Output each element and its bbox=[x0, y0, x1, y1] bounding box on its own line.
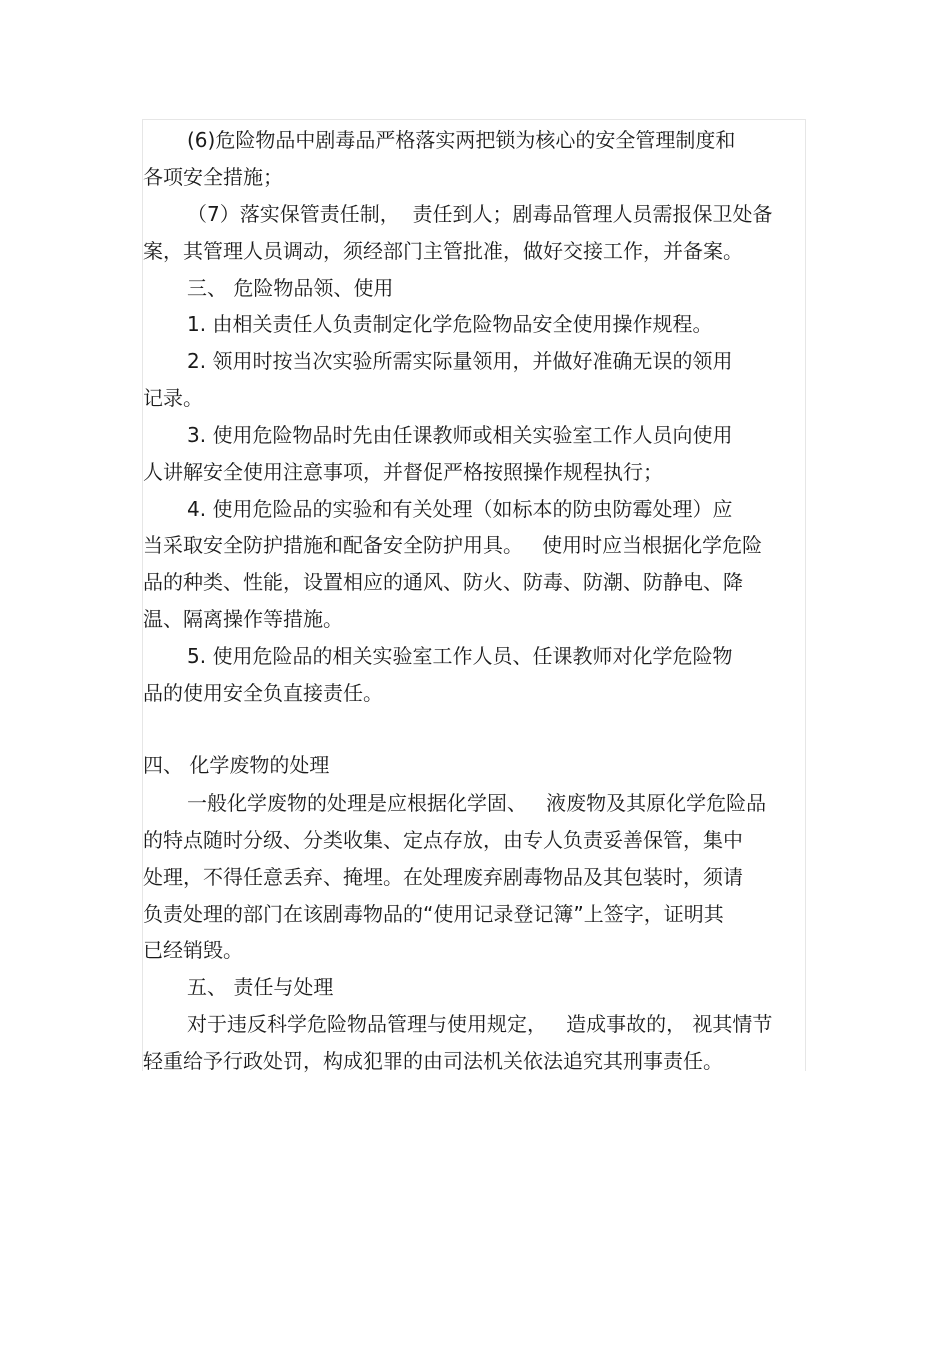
paragraph-line: 当采取安全防护措施和配备安全防护用具。 使用时应当根据化学危险 bbox=[143, 533, 763, 557]
list-item: 2. 领用时按当次实验所需实际量领用，并做好准确无误的领用 bbox=[187, 349, 733, 373]
list-item: 4. 使用危险品的实验和有关处理（如标本的防虫防霉处理）应 bbox=[187, 497, 733, 521]
list-item: 5. 使用危险品的相关实验室工作人员、任课教师对化学危险物 bbox=[187, 644, 733, 668]
section-heading: 五、 责任与处理 bbox=[187, 975, 334, 999]
paragraph-line: 处理，不得任意丢弃、掩埋。在处理废弃剧毒物品及其包装时，须请 bbox=[143, 865, 743, 889]
paragraph-line: 品的种类、性能，设置相应的通风、防火、防毒、防潮、防静电、降 bbox=[143, 570, 743, 594]
paragraph-line: 已经销毁。 bbox=[143, 938, 243, 962]
paragraph-line: 温、隔离操作等措施。 bbox=[143, 607, 343, 631]
paragraph-line: 的特点随时分级、分类收集、定点存放，由专人负责妥善保管，集中 bbox=[143, 828, 743, 852]
paragraph-line: 对于违反科学危险物品管理与使用规定， 造成事故的， 视其情节 bbox=[187, 1012, 773, 1036]
paragraph-line: 记录。 bbox=[143, 386, 203, 410]
paragraph-line: (6)危险物品中剧毒品严格落实两把锁为核心的安全管理制度和 bbox=[187, 128, 736, 152]
paragraph-line: 一般化学废物的处理是应根据化学固、 液废物及其原化学危险品 bbox=[187, 791, 767, 815]
list-item: 1. 由相关责任人负责制定化学危险物品安全使用操作规程。 bbox=[187, 312, 713, 336]
section-heading: 三、 危险物品领、使用 bbox=[187, 276, 394, 300]
paragraph-line: 负责处理的部门在该剧毒物品的“使用记录登记簿”上签字，证明其 bbox=[143, 902, 724, 926]
section-heading: 四、 化学废物的处理 bbox=[143, 753, 330, 777]
paragraph-line: （7）落实保管责任制， 责任到人；剧毒品管理人员需报保卫处备 bbox=[187, 202, 773, 226]
list-item: 3. 使用危险物品时先由任课教师或相关实验室工作人员向使用 bbox=[187, 423, 733, 447]
paragraph-line: 各项安全措施； bbox=[143, 165, 283, 189]
paragraph-line: 轻重给予行政处罚，构成犯罪的由司法机关依法追究其刑事责任。 bbox=[143, 1049, 723, 1073]
paragraph-line: 品的使用安全负直接责任。 bbox=[143, 681, 383, 705]
paragraph-line: 案，其管理人员调动，须经部门主管批准，做好交接工作，并备案。 bbox=[143, 239, 743, 263]
paragraph-line: 人讲解安全使用注意事项，并督促严格按照操作规程执行； bbox=[143, 460, 663, 484]
